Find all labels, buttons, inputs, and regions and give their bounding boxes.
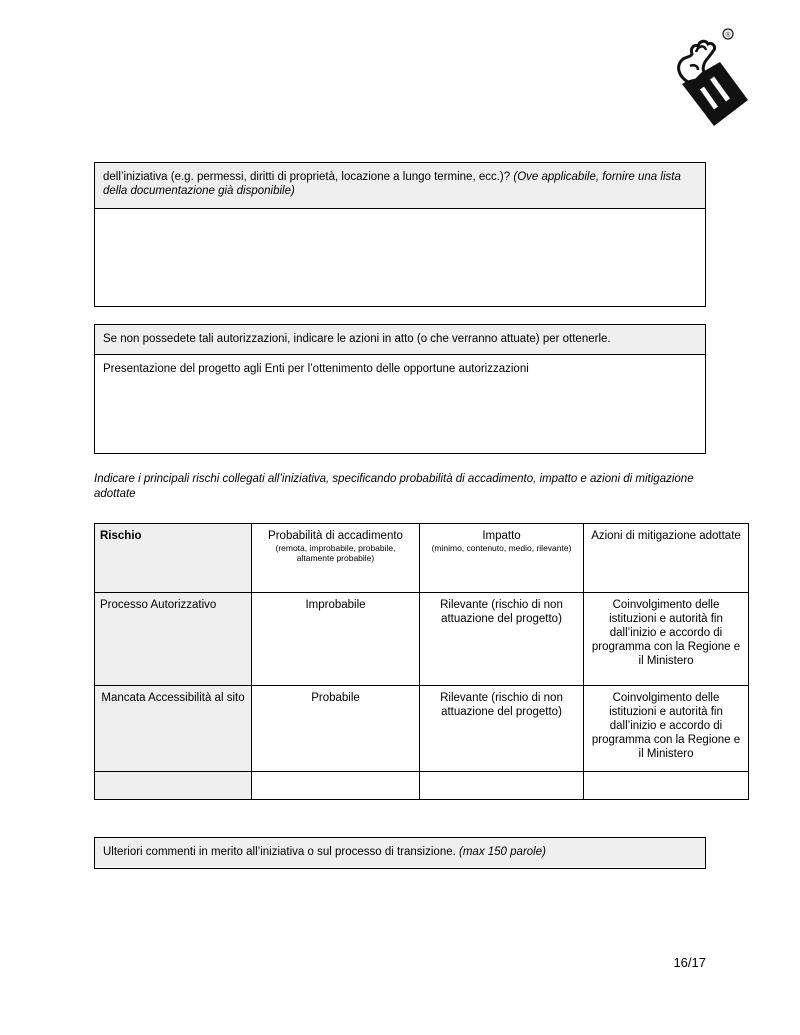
authorization-question: Se non possedete tali autorizzazioni, indicare le azioni in atto (o che verranno attuate) per ottenerle. [95,325,705,355]
header-probability-note: (remota, improbabile, probabile, altamente probabile) [275,543,396,563]
probability-cell[interactable]: Probabile [252,686,420,772]
mitigation-cell[interactable]: Coinvolgimento delle istituzioni e autorità fin dall’inizio e accordo di programma con la Regione e il Ministero [584,593,749,686]
risk-cell[interactable]: Mancata Accessibilità al sito [95,686,252,772]
mitigation-cell[interactable] [584,772,749,800]
risk-intro: Indicare i principali rischi collegati all’iniziativa, specificando probabilità di accadimento, impatto e azioni di mitigazione adottate [94,473,694,500]
risk-table [94,523,749,800]
header-impact-label: Impatto [482,530,521,542]
probability-cell[interactable] [252,772,420,800]
impact-cell[interactable]: Rilevante (rischio di non attuazione del progetto) [420,593,584,686]
company-logo [668,22,750,130]
further-comments-text: Ulteriori commenti in merito all’iniziativa o sul processo di transizione. [103,846,456,858]
table-header-row [95,524,749,593]
risk-cell[interactable] [95,772,252,800]
registered-mark: ® [725,32,731,39]
authorization-actions-box [94,324,706,454]
further-comments-question [95,838,705,867]
impact-cell[interactable]: Rilevante (rischio di non attuazione del progetto) [420,686,584,772]
documentation-question-text: dell’iniziativa (e.g. permessi, diritti di proprietà, locazione a lungo termine, ecc.)? [103,171,511,183]
authorization-answer[interactable]: Presentazione del progetto agli Enti per l’ottenimento delle opportune autorizzazioni [103,363,529,375]
table-row [95,593,749,686]
header-probability-label: Probabilità di accadimento [268,530,403,542]
header-impact [420,524,584,593]
impact-cell[interactable] [420,772,584,800]
probability-cell[interactable]: Improbabile [252,593,420,686]
header-impact-note: (minimo, contenuto, medio, rilevante) [431,543,572,553]
risk-cell[interactable]: Processo Autorizzativo [95,593,252,686]
documentation-question-note: (Ove applicabile, fornire una lista della documentazione già disponibile) [103,171,681,197]
table-row [95,772,749,800]
header-probability [252,524,420,593]
further-comments-note: (max 150 parole) [459,846,546,858]
documentation-box [94,162,706,307]
header-mitigation: Azioni di mitigazione adottate [584,524,749,593]
page-number: 16/17 [673,955,706,970]
header-risk: Rischio [95,524,252,593]
mitigation-cell[interactable]: Coinvolgimento delle istituzioni e autorità fin dall’inizio e accordo di programma con la Regione e il Ministero [584,686,749,772]
documentation-answer[interactable] [95,209,705,223]
further-comments-box [94,837,706,869]
documentation-question [95,163,705,209]
table-row [95,686,749,772]
